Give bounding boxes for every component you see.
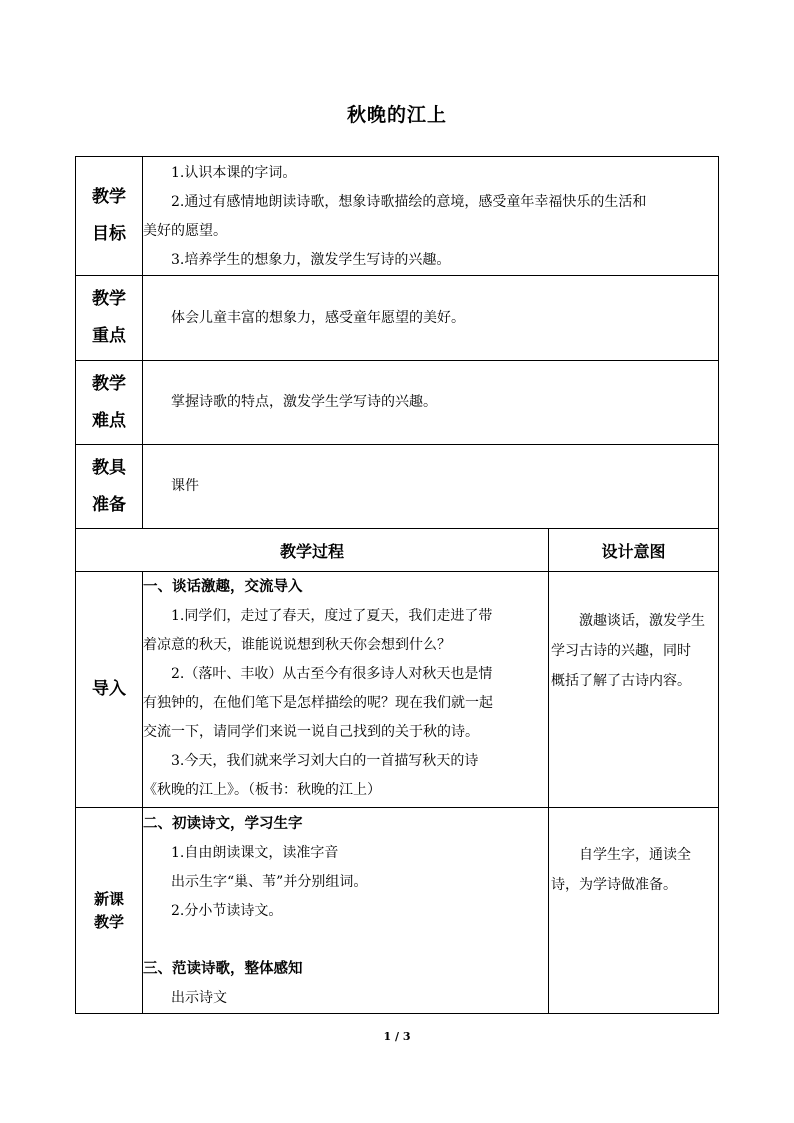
intent-header: 设计意图 xyxy=(549,529,719,572)
label-line: 目标 xyxy=(92,224,126,244)
key-points-label xyxy=(76,276,143,361)
objectives-content xyxy=(143,157,719,276)
objective-item: 3.培养学生的想象力，激发学生写诗的兴趣。 xyxy=(171,252,451,268)
intro-line: 2.（落叶、丰收）从古至今有很多诗人对秋天也是情 xyxy=(171,666,493,682)
difficulties-row xyxy=(76,361,719,445)
new-lesson-line: 1.自由朗读课文，读准字音 xyxy=(171,845,339,861)
objectives-label xyxy=(76,157,143,276)
intent-line: 激趣谈话，激发学生 xyxy=(579,613,705,629)
new-lesson-line: 2.分小节读诗文。 xyxy=(171,903,283,919)
objectives-row xyxy=(76,157,719,276)
objective-item: 1.认识本课的字词。 xyxy=(171,165,297,181)
label-line: 新课 xyxy=(93,889,124,908)
intro-content xyxy=(143,572,549,808)
intro-line: 有独钟的，在他们笔下是怎样描绘的呢？现在我们就一起 xyxy=(143,695,493,711)
intro-line: 交流一下，请同学们来说一说自己找到的关于秋的诗。 xyxy=(143,724,479,740)
new-lesson-line: 出示诗文 xyxy=(171,990,227,1006)
intro-intent xyxy=(549,572,719,808)
difficulties-text: 掌握诗歌的特点，激发学生学写诗的兴趣。 xyxy=(171,394,437,410)
intent-line: 诗，为学诗做准备。 xyxy=(551,877,677,893)
new-lesson-content xyxy=(143,808,549,1014)
difficulties-label xyxy=(76,361,143,445)
intent-line: 自学生字，通读全 xyxy=(579,847,691,863)
new-lesson-section-title: 三、范读诗歌，整体感知 xyxy=(143,961,303,977)
objective-item-cont: 美好的愿望。 xyxy=(143,223,227,239)
lesson-plan-table xyxy=(75,156,719,1014)
intent-line: 学习古诗的兴趣，同时 xyxy=(551,643,691,659)
materials-text: 课件 xyxy=(171,478,199,494)
label-line: 教学 xyxy=(93,912,124,931)
materials-label xyxy=(76,445,143,529)
key-points-content xyxy=(143,276,719,361)
intro-line: 3.今天，我们就来学习刘大白的一首描写秋天的诗 xyxy=(171,753,479,769)
label-line: 教具 xyxy=(92,457,126,478)
materials-content xyxy=(143,445,719,529)
new-lesson-row xyxy=(76,808,719,1014)
label-line: 准备 xyxy=(92,494,126,515)
materials-row xyxy=(76,445,719,529)
intro-line: 1.同学们，走过了春天，度过了夏天，我们走进了带 xyxy=(171,608,493,624)
process-header-row xyxy=(76,529,719,572)
label-line: 教学 xyxy=(92,289,126,309)
new-lesson-intent xyxy=(549,808,719,1014)
intro-line: 《秋晚的江上》。（板书：秋晚的江上） xyxy=(143,782,381,798)
label-line: 教学 xyxy=(92,373,126,394)
key-points-row xyxy=(76,276,719,361)
page-number: 1 / 3 xyxy=(383,1030,411,1043)
intro-label: 导入 xyxy=(76,572,143,808)
label-line: 教学 xyxy=(92,187,126,207)
key-points-text: 体会儿童丰富的想象力，感受童年愿望的美好。 xyxy=(171,309,465,326)
new-lesson-label xyxy=(76,808,143,1014)
new-lesson-section-title: 二、初读诗文，学习生字 xyxy=(143,816,303,832)
difficulties-content xyxy=(143,361,719,445)
label-line: 重点 xyxy=(92,326,126,346)
objective-item: 2.通过有感情地朗读诗歌，想象诗歌描绘的意境，感受童年幸福快乐的生活和 xyxy=(171,194,647,210)
new-lesson-line: 出示生字“巢、苇”并分别组词。 xyxy=(171,874,368,890)
label-line: 难点 xyxy=(92,410,126,431)
page-title: 秋晚的江上 xyxy=(346,104,447,126)
intent-line: 概括了解了古诗内容。 xyxy=(551,673,691,689)
intro-line: 着凉意的秋天，谁能说说想到秋天你会想到什么？ xyxy=(143,637,451,653)
intro-section-title: 一、谈话激趣，交流导入 xyxy=(143,579,303,595)
process-header: 教学过程 xyxy=(76,529,549,572)
intro-row xyxy=(76,572,719,808)
